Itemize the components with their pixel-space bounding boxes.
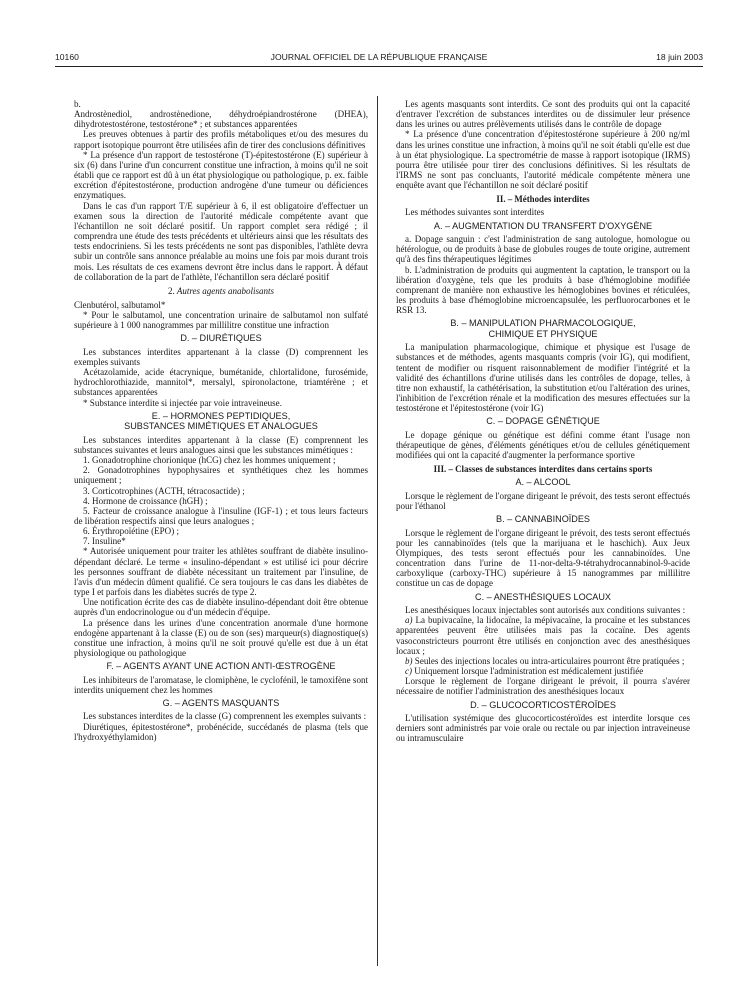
- paragraph: a. Dopage sanguin : c'est l'administration de sang autologue, homologue ou hétérologue, ou de produits à base de globules rouges de toute origine, autrement qu'à des fins thérapeutiques légitimes: [396, 234, 690, 265]
- section-heading: [74, 411, 368, 432]
- list-item: 1. Gonadotrophine chorionique (hCG) chez les hommes uniquement ;: [83, 455, 336, 466]
- section-number: 2.: [167, 285, 175, 296]
- section-heading: D. – GLUCOCORTICOSTÉROÏDES: [470, 699, 616, 710]
- list-item: 2. Gonadotrophines hypophysaires et synthétiques chez les hommes uniquement ;: [74, 465, 368, 486]
- paragraph: Diurétiques, épitestostérone*, probénécide, succédanés de plasma (tels que l'hydroxyéthylamidon): [74, 721, 368, 742]
- list-item: 4. Hormone de croissance (hGH) ;: [83, 495, 208, 506]
- publication-date: 18 juin 2003: [656, 52, 703, 62]
- paragraph: La manipulation pharmacologique, chimique et physique est l'usage de substances et de méthodes, agents masquants compris (voir IG), qui modifient, tentent de modifier ou risquent raisonnablement de modifier l'intégrité et la validité des échantillons d'urine utilisés dans les contrôles de dopage, telles, à titre non exhaustif, la cathétérisation, la substitution et/ou l'altération des urines, l'inhibition de l'excrétion rénale et la modification des mesures effectuées sur la testostérone et l'épitestostérone (voir IG): [396, 342, 690, 414]
- part-heading: III. – Classes de substances interdites dans certains sports: [433, 464, 653, 475]
- list-item: 7. Insuline*: [83, 536, 126, 547]
- paragraph: Dans le cas d'un rapport T/E supérieur à 6, il est obligatoire d'effectuer un examen sous la direction de l'autorité médicale compétente avant que l'échantillon ne soit déclaré positif. Un rapport complet sera rédigé ; il comprendra une étude des tests précédents et ultérieurs ainsi que les résultats des tests endocriniens. Si les tests précédents ne sont pas disponibles, l'athlète devra subir un contrôle sans annonce préalable au moins une fois par mois durant trois mois. Les résultats de ces examens devront être inclus dans le rapport. À défaut de collaboration de la part de l'athlète, l'échantillon sera déclaré positif: [74, 200, 368, 282]
- page-header: [55, 52, 703, 64]
- section-heading: A. – ALCOOL: [515, 477, 571, 488]
- left-column: [74, 99, 368, 742]
- paragraph: Une notification écrite des cas de diabète insulino-dépendant doit être obtenue auprès d'un endocrinologue ou d'un médecin d'équipe.: [74, 597, 368, 618]
- paragraph: La présence dans les urines d'une concentration anormale d'une hormone endogène appartenant à la classe (E) ou de son (ses) marqueur(s) diagnostique(s) constitue une infraction, à moins qu'il ne soit prouvé qu'elle est due à un état physiologique ou pathologique: [74, 617, 368, 658]
- list-item: [396, 666, 690, 676]
- section-heading: G. – AGENTS MASQUANTS: [162, 697, 280, 708]
- paragraph: L'utilisation systémique des glucocorticostéroïdes est interdite lorsque ces derniers sont administrés par voie orale ou rectale ou par injection intraveineuse ou intramusculaire: [396, 713, 690, 744]
- column-divider: [377, 96, 378, 966]
- list-item: 6. Érythropoïétine (EPO) ;: [83, 526, 179, 537]
- paragraph: Lorsque le règlement de l'organe dirigeant le prévoit, des tests seront effectués pour l'éthanol: [396, 490, 690, 512]
- list-item: 5. Facteur de croissance analogue à l'insuline (IGF-1) ; et tous leurs facteurs de libération respectifs ainsi que leurs analogues ;: [74, 505, 368, 526]
- section-heading: [74, 286, 368, 296]
- paragraph: * La présence d'un rapport de testostérone (T)-épitestostérone (E) supérieur à six (6) dans l'urine d'un concurrent constitue une infraction, à moins qu'il ne soit établi que ce rapport est dû à un état physiologique ou pathologique, p. ex. faible excrétion d'épitestostérone, production androgène d'une tumeur ou déficiences enzymatiques.: [74, 149, 368, 201]
- right-column: [396, 99, 690, 744]
- header-rule: [55, 66, 703, 67]
- paragraph: Les preuves obtenues à partir des profils métaboliques et/ou des mesures du rapport isotopique pourront être utilisées afin de tirer des conclusions définitives: [74, 129, 368, 150]
- section-heading: C. – DOPAGE GÉNÉTIQUE: [486, 416, 600, 427]
- paragraph: * Pour le salbutamol, une concentration urinaire de salbutamol non sulfaté supérieure à 1 000 nanogrammes par millilitre constitue une infraction: [74, 309, 368, 331]
- paragraph: Les méthodes suivantes sont interdites: [405, 207, 545, 218]
- paragraph: Androstènediol, androstènedione, déhydroépiandrostérone (DHEA), dihydrotestostérone, testostérone* ; et substances apparentées: [74, 109, 368, 130]
- paragraph: * Substance interdite si injectée par voie intraveineuse.: [83, 397, 282, 408]
- section-heading-line: E. – HORMONES PEPTIDIQUES,: [151, 410, 291, 421]
- paragraph: Lorsque le règlement de l'organe dirigeant le prévoit, des tests seront effectués pour les cannabinoïdes (tels que la marijuana et le haschich). Aux Jeux Olympiques, des tests seront effectués pour les cannabinoïdes. Une concentration dans l'urine de 11-nor-delta-9-tétrahydrocannabinol-9-acide carboxylique (carboxy-THC) supérieure à 15 nanogrammes par millilitre constitue un cas de dopage: [396, 527, 690, 589]
- section-heading-line: CHIMIQUE ET PHYSIQUE: [488, 328, 598, 339]
- paragraph: Les agents masquants sont interdits. Ce sont des produits qui ont la capacité d'entraver l'excrétion de substances interdites ou de dissimuler leur présence dans les urines ou autres prélèvements utilisés dans le contrôle de dopage: [396, 99, 690, 130]
- paragraph: Les substances interdites appartenant à la classe (E) comprennent les substances suivantes et leurs analogues ainsi que les substances mimétiques :: [74, 434, 368, 455]
- paragraph: Les substances interdites appartenant à la classe (D) comprennent les exemples suivants: [74, 346, 368, 367]
- journal-title: JOURNAL OFFICIEL DE LA RÉPUBLIQUE FRANÇAISE: [270, 52, 488, 62]
- list-item: 3. Corticotrophines (ACTH, tétracosactide) ;: [83, 485, 245, 496]
- part-heading: II. – Méthodes interdites: [496, 194, 590, 205]
- section-heading: A. – AUGMENTATION DU TRANSFERT D'OXYGÈNE: [433, 220, 653, 231]
- paragraph: Acétazolamide, acide étacrynique, bumétanide, chlortalidone, furosémide, hydrochlorothiazide, mannitol*, mersalyl, spironolactone, triamtérène ; et substances apparentées: [74, 367, 368, 398]
- paragraph: b.: [74, 99, 81, 109]
- paragraph: Les anesthésiques locaux injectables sont autorisés aux conditions suivantes :: [405, 605, 686, 616]
- item-label: a): [405, 615, 413, 626]
- section-heading-line: B. – MANIPULATION PHARMACOLOGIQUE,: [450, 318, 636, 329]
- item-label: c): [405, 666, 413, 677]
- section-heading: D. – DIURÉTIQUES: [180, 333, 262, 344]
- paragraph: Clenbutérol, salbutamol*: [74, 299, 166, 310]
- list-item: [396, 656, 690, 666]
- item-label: b): [405, 655, 413, 666]
- section-heading: C. – ANESTHÉSIQUES LOCAUX: [475, 591, 611, 602]
- section-heading: B. – CANNABINOÏDES: [496, 514, 590, 525]
- item-text: Seules des injections locales ou intra-articulaires pourront être pratiquées ;: [412, 655, 685, 666]
- item-text: La bupivacaïne, la lidocaïne, la mépivacaïne, la procaïne et les substances apparentées peuvent être utilisées mais pas la cocaïne. Des agents vasoconstricteurs pourront être utilisés en conjonction avec des anesthésiques locaux ;: [396, 615, 690, 656]
- paragraph: * La présence d'une concentration d'épitestostérone supérieure à 200 ng/ml dans les urines constitue une infraction, à moins qu'il ne soit établi qu'elle est due à un état physiologique. La spectrométrie de masse à rapport isotopique (IRMS) pourra être utilisée pour tirer des conclusions définitives. Si les résultats de l'IRMS ne sont pas concluants, l'autorité médicale compétente mènera une enquête avant que l'échantillon ne soit déclaré positif: [396, 129, 690, 191]
- page-number: 10160: [55, 52, 79, 62]
- paragraph: Le dopage génique ou génétique est défini comme étant l'usage non thérapeutique de gènes, d'éléments génétiques et/ou de cellules génétiquement modifiées qui ont la capacité d'augmenter la performance sportive: [396, 429, 690, 461]
- section-title: Autres agents anabolisants: [176, 285, 274, 296]
- paragraph: b. L'administration de produits qui augmentent la captation, le transport ou la libération d'oxygène, tels que les produits à base d'hémoglobine modifiée comprenant de manière non exhaustive les hémoglobines bovines et réticulées, les produits à base d'hémoglobine microencapsulée, les perfluorocarbones et le RSR 13.: [396, 264, 690, 316]
- section-heading-line: SUBSTANCES MIMÉTIQUES ET ANALOGUES: [124, 421, 318, 432]
- list-item: [396, 615, 690, 656]
- paragraph: Les substances interdites de la classe (G) comprennent les exemples suivants :: [83, 711, 367, 722]
- section-heading: [396, 318, 690, 339]
- item-text: Uniquement lorsque l'administration est médicalement justifiée: [412, 666, 644, 677]
- section-heading: F. – AGENTS AYANT UNE ACTION ANTI-ŒSTROGÈNE: [106, 661, 336, 672]
- paragraph: Lorsque le règlement de l'organe dirigeant le prévoit, il pourra s'avérer nécessaire de notifier l'administration des anesthésiques locaux: [396, 676, 690, 697]
- paragraph: Les inhibiteurs de l'aromatase, le clomiphène, le cyclofénil, le tamoxifène sont interdits uniquement chez les hommes: [74, 674, 368, 695]
- paragraph: * Autorisée uniquement pour traiter les athlètes souffrant de diabète insulino-dépendant déclaré. Le terme « insulino-dépendant » est utilisé ici pour décrire les personnes souffrant de diabète nécessitant un traitement par l'insuline, de l'avis d'un médecin dûment qualifié. Ce sera toujours le cas dans les diabètes de type I et parfois dans les diabètes sucrés de type 2.: [74, 546, 368, 598]
